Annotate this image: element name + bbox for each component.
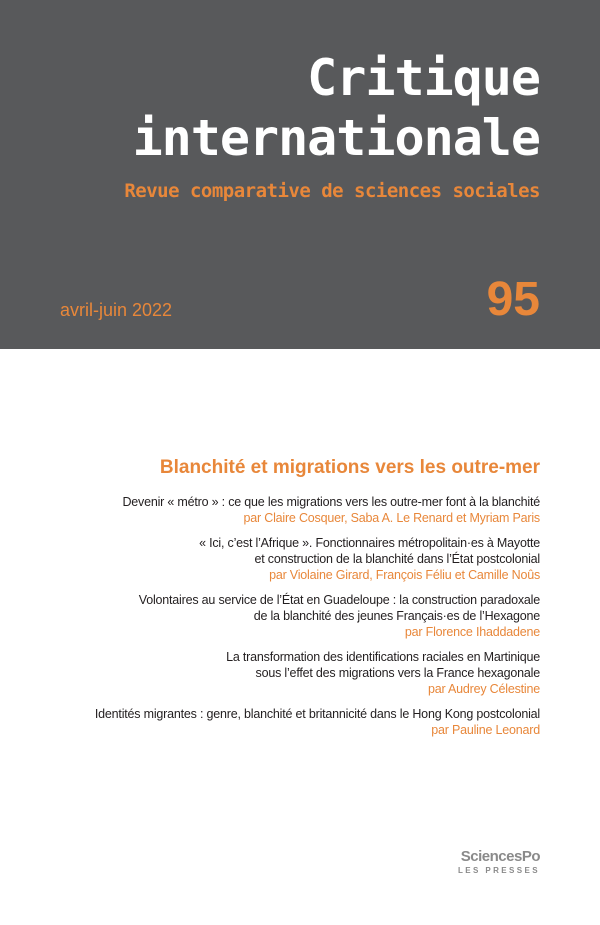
article-entry [60,535,540,583]
article-entry [60,494,540,526]
article-title-line: La transformation des identifications raciales en Martinique [226,650,540,664]
article-title-line: et construction de la blanchité dans l’État postcolonial [254,552,540,566]
article-authors: par Pauline Leonard [431,723,540,737]
article-title-line: Volontaires au service de l’État en Guadeloupe : la construction paradoxale [138,593,540,607]
issue-number: 95 [486,273,540,326]
article-title-line: Devenir « métro » : ce que les migrations vers les outre-mer font à la blanchité [122,495,540,509]
header-band [0,0,600,349]
article-title-line: de la blanchité des jeunes Français·es de l’Hexagone [253,609,540,623]
article-entry [60,649,540,697]
issue-date: avril-juin 2022 [60,300,173,320]
journal-subtitle: Revue comparative de sciences sociales [124,180,540,202]
publisher-logo [458,848,540,875]
publisher-name: SciencesPo [460,848,540,865]
theme-title: Blanchité et migrations vers les outre-mer [159,457,540,478]
journal-title-line2: internationale [132,109,540,167]
article-authors: par Florence Ihaddadene [404,625,540,639]
article-entry [60,592,540,640]
article-authors: par Audrey Célestine [427,682,540,696]
publisher-subname: LES PRESSES [458,866,540,875]
article-title-line: sous l’effet des migrations vers la France hexagonale [255,666,540,680]
journal-title-line1: Critique [307,49,540,107]
article-title-line: « Ici, c’est l’Afrique ». Fonctionnaires métropolitain·es à Mayotte [199,536,540,550]
table-of-contents [60,455,540,747]
article-authors: par Violaine Girard, François Féliu et Camille Noûs [269,568,540,582]
article-authors: par Claire Cosquer, Saba A. Le Renard et Myriam Paris [243,511,540,525]
article-title-line: Identités migrantes : genre, blanchité et britannicité dans le Hong Kong postcolonial [94,707,540,721]
article-entry [60,706,540,738]
